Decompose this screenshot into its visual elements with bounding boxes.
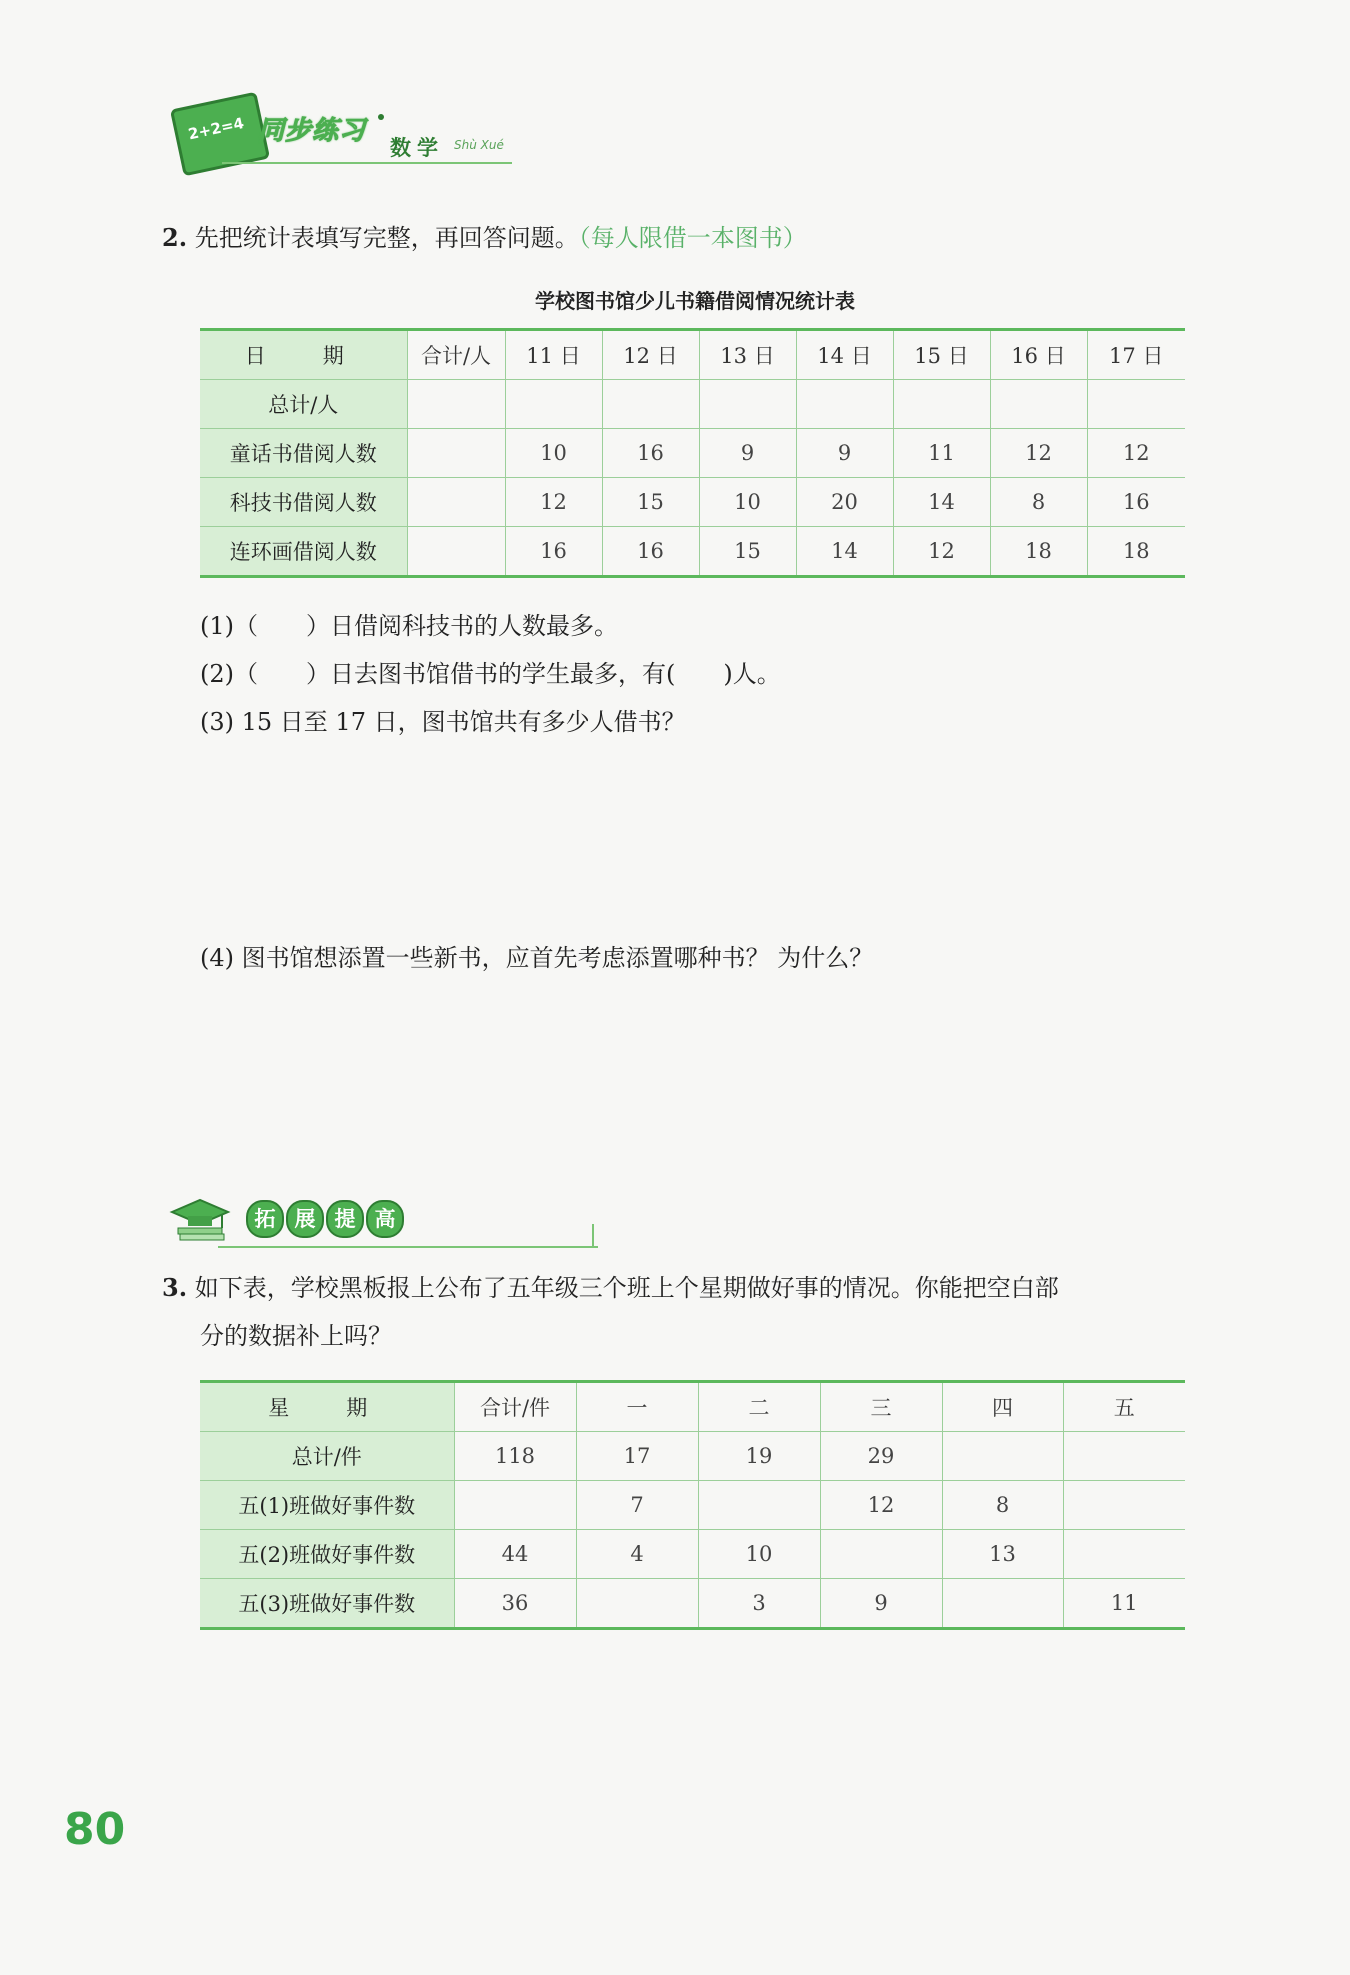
- extension-banner: [162, 1188, 442, 1258]
- q3-text-line1: 如下表，学校黑板报上公布了五年级三个班上个星期做好事的情况。你能把空白部: [194, 1274, 1059, 1302]
- blank-cell[interactable]: [1063, 1530, 1185, 1579]
- table-cell: 16: [602, 429, 699, 478]
- table-cell: 20: [796, 478, 893, 527]
- table-cell: 10: [698, 1530, 820, 1579]
- table-cell: 3: [698, 1579, 820, 1629]
- table-cell: 12: [1087, 429, 1185, 478]
- header-underline: [222, 162, 512, 164]
- table-cell: 9: [820, 1579, 942, 1629]
- table-row: [200, 1432, 1185, 1481]
- header-title: 同步练习: [258, 116, 367, 146]
- table-cell: 15: [602, 478, 699, 527]
- q3-header-day: 一: [576, 1382, 698, 1432]
- table-cell: 8: [990, 478, 1087, 527]
- q3-number: 3.: [162, 1273, 188, 1302]
- table-cell: 13: [942, 1530, 1063, 1579]
- q2-statistics-table: [200, 328, 1185, 578]
- row-label: 五(2)班做好事件数: [200, 1530, 454, 1579]
- table-cell: 11: [1063, 1579, 1185, 1629]
- table-cell: 118: [454, 1432, 576, 1481]
- table-cell: 4: [576, 1530, 698, 1579]
- table-cell: 18: [990, 527, 1087, 577]
- q3-header-day: 二: [698, 1382, 820, 1432]
- q2-sub3: (3) 15 日至 17 日，图书馆共有多少人借书？: [200, 708, 686, 736]
- row-label: 童话书借阅人数: [200, 429, 407, 478]
- q2-header-day: 12 日: [602, 330, 699, 380]
- extension-char: 展: [286, 1200, 324, 1238]
- row-label: 科技书借阅人数: [200, 478, 407, 527]
- table-cell: 10: [699, 478, 796, 527]
- row-label: 总计/件: [200, 1432, 454, 1481]
- table-cell: 15: [699, 527, 796, 577]
- table-cell: 36: [454, 1579, 576, 1629]
- blank-cell[interactable]: [699, 380, 796, 429]
- table-cell: 16: [505, 527, 602, 577]
- table-cell: 16: [602, 527, 699, 577]
- q2-prompt: [162, 222, 807, 254]
- blank-cell[interactable]: [942, 1579, 1063, 1629]
- graduation-cap-icon: [168, 1194, 232, 1246]
- q2-sub4: (4) 图书馆想添置一些新书，应首先考虑添置哪种书？ 为什么？: [200, 944, 874, 972]
- table-cell: 16: [1087, 478, 1185, 527]
- blank-cell[interactable]: [698, 1481, 820, 1530]
- row-label: 总计/人: [200, 380, 407, 429]
- extension-char: 提: [326, 1200, 364, 1238]
- q3-header-day: 三: [820, 1382, 942, 1432]
- table-cell: 12: [505, 478, 602, 527]
- table-cell: 8: [942, 1481, 1063, 1530]
- q3-header-day: 五: [1063, 1382, 1185, 1432]
- q2-header-day: 14 日: [796, 330, 893, 380]
- table-cell: 19: [698, 1432, 820, 1481]
- table-cell: 9: [699, 429, 796, 478]
- header-subject: 数学: [390, 136, 444, 160]
- q3-header-weekday: 星 期: [200, 1382, 454, 1432]
- table-row: [200, 527, 1185, 577]
- blank-cell[interactable]: [1063, 1481, 1185, 1530]
- q3-header-day: 四: [942, 1382, 1063, 1432]
- blackboard-text: 2+2=4: [186, 114, 246, 144]
- blank-cell[interactable]: [1087, 380, 1185, 429]
- q3-prompt-line1: [162, 1272, 1059, 1304]
- blank-cell[interactable]: [407, 478, 505, 527]
- table-row: [200, 1530, 1185, 1579]
- q3-table-header-row: [200, 1382, 1185, 1432]
- blank-cell[interactable]: [407, 527, 505, 577]
- table-row: [200, 380, 1185, 429]
- table-cell: 12: [820, 1481, 942, 1530]
- table-cell: 10: [505, 429, 602, 478]
- extension-char: 高: [366, 1200, 404, 1238]
- q2-table-header-row: [200, 330, 1185, 380]
- q2-header-day: 15 日: [893, 330, 990, 380]
- table-row: [200, 1579, 1185, 1629]
- table-row: [200, 478, 1185, 527]
- q2-header-day: 16 日: [990, 330, 1087, 380]
- table-cell: 18: [1087, 527, 1185, 577]
- table-cell: 12: [893, 527, 990, 577]
- extension-char: 拓: [246, 1200, 284, 1238]
- table-cell: 11: [893, 429, 990, 478]
- blank-cell[interactable]: [407, 429, 505, 478]
- table-row: [200, 1481, 1185, 1530]
- blank-cell[interactable]: [942, 1432, 1063, 1481]
- q3-header-total: 合计/件: [454, 1382, 576, 1432]
- q2-header-day: 17 日: [1087, 330, 1185, 380]
- table-cell: 29: [820, 1432, 942, 1481]
- table-row: [200, 429, 1185, 478]
- blank-cell[interactable]: [893, 380, 990, 429]
- q2-sub2: (2)（ ）日去图书馆借书的学生最多，有( )人。: [200, 660, 781, 688]
- blank-cell[interactable]: [454, 1481, 576, 1530]
- blank-cell[interactable]: [820, 1530, 942, 1579]
- table-cell: 14: [796, 527, 893, 577]
- q2-number: 2.: [162, 223, 188, 252]
- table-cell: 7: [576, 1481, 698, 1530]
- table-cell: 14: [893, 478, 990, 527]
- row-label: 五(3)班做好事件数: [200, 1579, 454, 1629]
- q2-header-day: 11 日: [505, 330, 602, 380]
- row-label: 五(1)班做好事件数: [200, 1481, 454, 1530]
- table-cell: 44: [454, 1530, 576, 1579]
- header-dot: [378, 114, 384, 120]
- blank-cell[interactable]: [576, 1579, 698, 1629]
- page-header: [162, 92, 522, 174]
- extension-bar: [592, 1224, 594, 1248]
- q2-note: （每人限借一本图书）: [578, 224, 807, 252]
- q3-text-line2: 分的数据补上吗？: [200, 1322, 392, 1350]
- header-pinyin: Shù Xué: [454, 138, 504, 152]
- q2-text: 先把统计表填写完整，再回答问题。: [194, 224, 579, 252]
- row-label: 连环画借阅人数: [200, 527, 407, 577]
- q2-sub1: (1)（ ）日借阅科技书的人数最多。: [200, 612, 618, 640]
- blank-cell[interactable]: [990, 380, 1087, 429]
- q2-header-total: 合计/人: [407, 330, 505, 380]
- blank-cell[interactable]: [796, 380, 893, 429]
- extension-underline: [218, 1246, 598, 1248]
- blank-cell[interactable]: [407, 380, 505, 429]
- q2-header-date: 日 期: [200, 330, 407, 380]
- q2-table-title: 学校图书馆少儿书籍借阅情况统计表: [535, 289, 855, 313]
- q2-header-day: 13 日: [699, 330, 796, 380]
- table-cell: 17: [576, 1432, 698, 1481]
- table-cell: 9: [796, 429, 893, 478]
- page-number: 80: [64, 1804, 126, 1855]
- blank-cell[interactable]: [1063, 1432, 1185, 1481]
- blank-cell[interactable]: [505, 380, 602, 429]
- table-cell: 12: [990, 429, 1087, 478]
- q3-good-deeds-table: [200, 1380, 1185, 1630]
- blank-cell[interactable]: [602, 380, 699, 429]
